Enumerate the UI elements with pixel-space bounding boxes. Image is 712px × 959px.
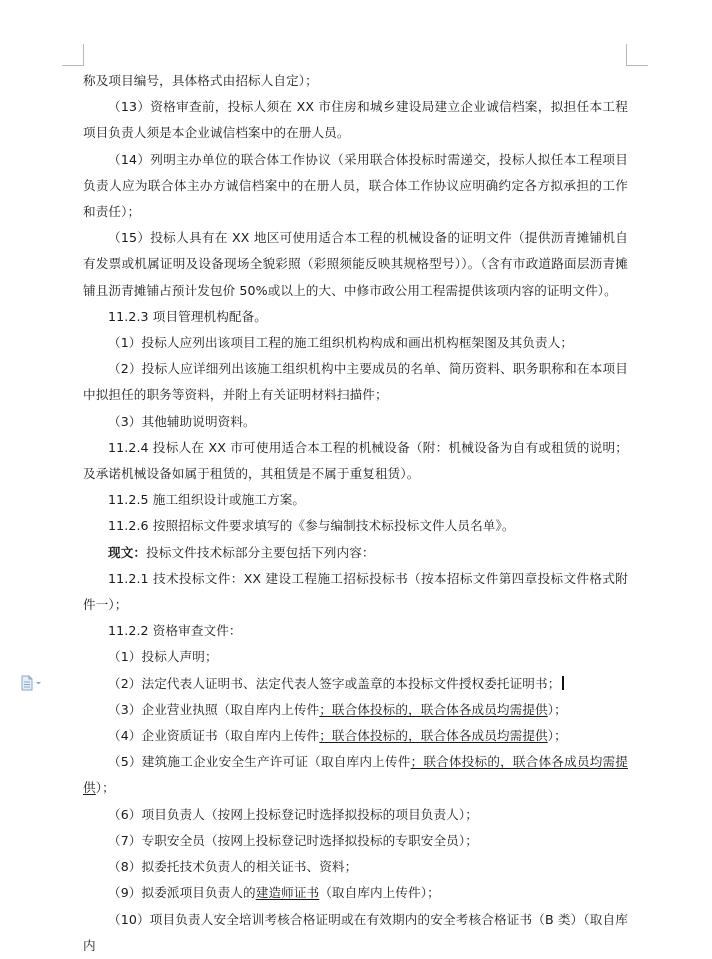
page-corner-top-left-h [62, 65, 84, 66]
paragraph [83, 802, 628, 828]
paragraph [83, 907, 628, 959]
page-corner-top-right-h [626, 65, 648, 66]
paragraph [83, 854, 628, 880]
document-options-icon[interactable] [20, 675, 44, 691]
paragraph-text: （1）投标人声明； [108, 649, 218, 665]
paragraph-text: （2）投标人应详细列出该施工组织机构中主要成员的名单、简历资料、职务职称和在本项目中拟担任的职务等资料，并附上有关证明材料扫描件； [83, 361, 628, 403]
paragraph-text: 投标文件技术标部分主要包括下列内容： [146, 544, 375, 560]
paragraph-text: （2）法定代表人证明书、法定代表人签字或盖章的本投标文件授权委托证明书； [108, 675, 561, 691]
paragraph [83, 671, 628, 697]
paragraph [83, 644, 628, 670]
paragraph [83, 697, 628, 723]
page-corner-top-right [626, 44, 627, 66]
paragraph-text: （9）拟委派项目负责人的 [108, 885, 256, 901]
paragraph-text: （7）专职安全员（按网上投标登记时选择拟投标的专职安全员）； [108, 832, 478, 848]
paragraph-text: 11.2.1 技术投标文件：XX 建设工程施工招标投标书（按本招标文件第四章投标文件格式附件一）； [83, 570, 628, 613]
inline-heading: 现文： [108, 544, 147, 560]
paragraph-text: （14）列明主办单位的联合体工作协议（采用联合体投标时需递交，投标人拟任本工程项目负责人应为联合体主办方诚信档案中的在册人员，联合体工作协议应明确约定各方拟承担的工作和责任）； [83, 151, 628, 220]
paragraph-text: 11.2.2 资格审查文件： [108, 623, 242, 639]
paragraph [83, 723, 628, 749]
paragraph-text: 11.2.6 按照招标文件要求填写的《参与编制技术标投标文件人员名单》。 [108, 518, 515, 534]
paragraph [83, 409, 628, 435]
paragraph-text: 称及项目编号，具体格式由招标人自定）； [83, 73, 318, 88]
paragraph-text: 11.2.3 项目管理机构配备。 [108, 308, 268, 324]
paragraph-text: （10）项目负责人安全培训考核合格证明或在有效期内的安全考核合格证书（B 类）（取自库内 [83, 911, 628, 953]
paragraph-tail: ）； [95, 780, 115, 796]
paragraph [83, 94, 628, 146]
paragraph [83, 513, 628, 539]
paragraph-text: （3）企业营业执照（取自库内上传件 [108, 701, 320, 717]
paragraph-text: （1）投标人应列出该项目工程的施工组织机构构成和画出机构框架图及其负责人； [108, 335, 574, 351]
underlined-text: ；联合体投标的，联合体各成员均需提供 [319, 728, 548, 744]
paragraph [83, 356, 628, 408]
paragraph [83, 566, 628, 618]
paragraph [83, 880, 628, 906]
text-cursor [562, 676, 564, 690]
paragraph [83, 828, 628, 854]
paragraph-text: （5）建筑施工企业安全生产许可证（取自库内上传件 [108, 754, 411, 770]
paragraph [83, 540, 628, 566]
paragraph-text: （8）拟委托技术负责人的相关证书、资料； [108, 859, 358, 875]
paragraph-text: （4）企业资质证书（取自库内上传件 [108, 728, 320, 744]
paragraph [83, 147, 628, 226]
paragraph-tail: ）； [547, 701, 567, 717]
paragraph [83, 225, 628, 304]
paragraph-text: （13）资格审查前，投标人须在 XX 市住房和城乡建设局建立企业诚信档案，拟担任本工程项目负责人须是本企业诚信档案中的在册人员。 [83, 99, 628, 141]
paragraph-tail: ）； [547, 728, 567, 744]
paragraph [83, 304, 628, 330]
paragraph [83, 435, 628, 487]
paragraph [83, 618, 628, 644]
paragraph-text: （3）其他辅助说明资料。 [108, 413, 256, 429]
paragraph [83, 330, 628, 356]
paragraph-text: （15）投标人具有在 XX 地区可使用适合本工程的机械设备的证明文件（提供沥青摊铺机自有发票或机属证明及设备现场全貌彩照（彩照须能反映其规格型号））。（含有市政道路面层沥青摊铺且沥青摊铺占预计发包价 50%或以上的大、中修市政公用工程需提供该项内容的证明文件）。 [83, 230, 628, 298]
paragraph-text: 11.2.4 投标人在 XX 市可使用适合本工程的机械设备（附：机械设备为自有或租赁的说明；及承诺机械设备如属于租赁的，其租赁是不属于重复租赁）。 [83, 439, 628, 482]
paragraph-text: （6）项目负责人（按网上投标登记时选择拟投标的项目负责人）； [108, 806, 478, 822]
paragraph [83, 749, 628, 801]
underlined-text: ；联合体投标的，联合体各成员均需提供 [319, 701, 548, 717]
paragraph-tail: （取自库内上传件）； [319, 885, 440, 901]
paragraph [83, 68, 628, 94]
underlined-text: 建造师证书 [255, 885, 320, 901]
page-corner-top-left [83, 44, 84, 66]
document-body[interactable] [83, 68, 628, 959]
paragraph-text: 11.2.5 施工组织设计或施工方案。 [108, 492, 306, 508]
underlined-text: ；联合体投标的，联合体各成员均需提供 [83, 754, 628, 796]
paragraph [83, 487, 628, 513]
